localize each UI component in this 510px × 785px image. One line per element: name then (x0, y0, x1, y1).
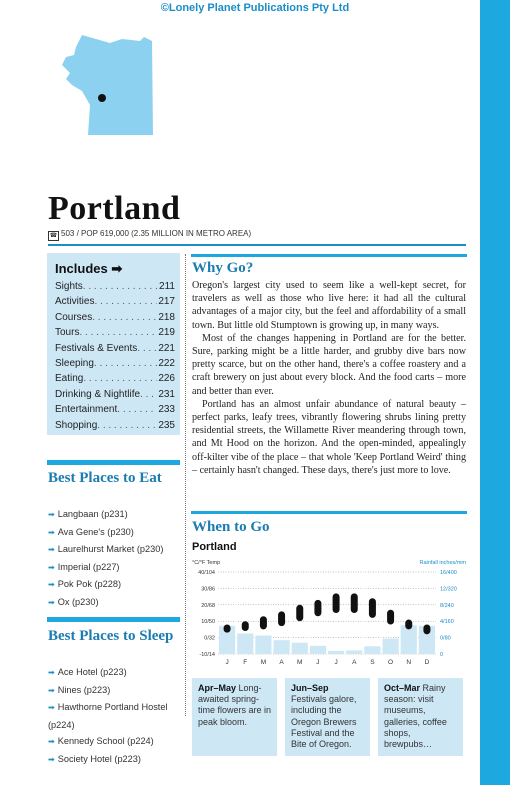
includes-item[interactable] (55, 310, 175, 325)
climate-city: Portland (192, 541, 237, 553)
rainfall-bar (383, 639, 399, 654)
copyright-notice: ©Lonely Planet Publications Pty Ltd (160, 2, 350, 14)
rainfall-bar (401, 625, 417, 654)
place-name: Kennedy School (p224) (57, 736, 154, 746)
leader-dots (83, 279, 158, 294)
month-label: N (406, 659, 412, 666)
includes-item[interactable] (55, 279, 175, 294)
rain-tick-label: 16/400 (440, 570, 457, 576)
includes-item[interactable] (55, 402, 175, 417)
place-list-item[interactable] (48, 664, 183, 682)
portland-location-dot (98, 94, 106, 102)
month-label: M (260, 659, 267, 666)
place-name: Ox (p230) (57, 596, 99, 607)
place-list-item[interactable] (48, 506, 183, 524)
includes-item[interactable] (55, 371, 175, 386)
includes-item-page: 233 (158, 404, 175, 416)
place-name: Imperial (p227) (57, 561, 120, 572)
includes-item-label: Tours (55, 327, 80, 339)
month-label: S (370, 659, 375, 666)
season-name: Jun–Sep (291, 683, 329, 693)
place-name: Hawthorne Portland Hostel (p224) (48, 702, 168, 730)
season-text: Festivals galore, including the Oregon Brewers Festival and the Bite of Oregon. (291, 694, 357, 750)
when-to-go-rule (191, 511, 467, 514)
city-stats: ☎ 503 / POP 619,000 (2.35 MILLION IN METRO AREA) (49, 229, 252, 239)
place-list-item[interactable] (48, 524, 183, 542)
includes-item-page: 231 (158, 388, 175, 400)
includes-item[interactable] (55, 418, 175, 433)
season-text: Long-awaited spring-time flowers are in peak bloom. (198, 683, 272, 727)
includes-item-label: Activities (55, 296, 95, 308)
temperature-range-mark (423, 624, 430, 634)
place-name: Langbaan (p231) (57, 509, 128, 519)
leader-dots (117, 402, 157, 417)
arrow-icon: ➡ (48, 754, 55, 764)
temperature-range-mark (369, 598, 376, 618)
arrow-icon: ➡ (48, 527, 55, 537)
place-list-item[interactable] (48, 733, 183, 751)
month-label: M (297, 659, 303, 666)
includes-item[interactable] (55, 294, 175, 309)
month-label: J (316, 659, 320, 666)
includes-item-label: Sleeping (55, 358, 94, 370)
arrow-icon: ➡ (48, 703, 55, 712)
oregon-map-image (60, 35, 155, 135)
season-box-oct-mar (378, 678, 463, 756)
season-text: Rainy season: visit museums, galleries, coffee shops, brewpubs… (384, 683, 447, 750)
rain-tick-label: 0 (440, 652, 444, 658)
arrow-icon: ➡ (48, 580, 55, 589)
month-label: O (388, 659, 394, 666)
includes-item-label: Drinking & Nightlife (55, 388, 141, 400)
includes-box (47, 253, 180, 435)
leader-dots (83, 371, 157, 386)
phone-code: 503 (61, 229, 75, 238)
arrow-icon: ➡ (48, 545, 55, 554)
temperature-range-mark (242, 621, 249, 631)
includes-item[interactable] (55, 341, 175, 356)
includes-item[interactable] (55, 387, 175, 402)
includes-item-label: Festivals & Events (55, 342, 138, 354)
rain-tick-label: 12/320 (440, 586, 457, 593)
temp-tick-label: 10/50 (201, 619, 215, 626)
temperature-range-mark (333, 593, 340, 613)
rainfall-bar (237, 634, 253, 655)
place-name: Laurelhurst Market (p230) (57, 544, 164, 554)
rain-tick-label: 4/160 (440, 619, 454, 626)
arrow-icon: ➡ (48, 597, 55, 607)
why-go-paragraph: Portland has an almost unfair abundance of natural beauty – perfect parks, leafy trees, vibrantly flowering shrubs lining pretty residential streets, the Willamette River meandering through town, and Mt Hood on the horizon. And the open-minded, appealingly off-kilter vibe of the place – that whole 'Keep Portland Weird' thing – certainly hasn't changed. These days, there's just more to love. (192, 398, 466, 476)
month-label: A (279, 659, 284, 666)
temperature-range-mark (260, 616, 267, 629)
month-label: J (225, 659, 229, 666)
chapter-side-tab (480, 0, 510, 785)
includes-item-page: 218 (158, 311, 175, 323)
month-label: A (352, 659, 357, 666)
climate-chart (190, 556, 468, 672)
includes-item[interactable] (55, 325, 175, 340)
best-eat-rule (47, 460, 180, 465)
includes-item-page: 211 (159, 281, 175, 292)
population: POP 619,000 (2.35 MILLION IN METRO AREA) (81, 229, 252, 238)
arrow-icon: ➡ (48, 737, 55, 746)
temp-tick-label: 20/68 (201, 602, 215, 609)
rain-axis-label: Rainfall inches/mm (419, 560, 466, 566)
includes-item-page: 226 (158, 373, 175, 385)
rainfall-bar (255, 636, 271, 654)
includes-heading: Includes ➡ (55, 261, 123, 276)
temp-tick-label: 30/86 (201, 586, 215, 593)
why-go-heading: Why Go? (192, 260, 254, 276)
best-sleep-rule (47, 617, 180, 622)
best-eat-heading: Best Places to Eat (48, 470, 162, 486)
temperature-range-mark (224, 624, 231, 632)
leader-dots (94, 294, 157, 309)
includes-item-label: Eating (55, 373, 84, 385)
page-title: Portland (48, 190, 181, 227)
place-name: Society Hotel (p223) (57, 753, 141, 764)
includes-item-label: Sights (55, 281, 83, 292)
place-list-item[interactable] (48, 559, 183, 577)
month-label: F (243, 659, 248, 666)
leader-dots (94, 356, 157, 371)
arrow-icon: ➡ (48, 685, 55, 695)
temperature-range-mark (387, 610, 394, 625)
why-go-body (192, 279, 466, 477)
place-name: Pok Pok (p228) (57, 579, 122, 589)
temperature-range-mark (314, 600, 321, 616)
place-list-item[interactable] (48, 594, 183, 612)
locator-map (60, 35, 155, 135)
place-list-item[interactable] (48, 576, 183, 594)
includes-item[interactable] (55, 356, 175, 371)
includes-item-page: 217 (158, 296, 175, 308)
includes-list (55, 279, 175, 433)
phone-icon: ☎ (49, 233, 58, 239)
best-sleep-list (48, 664, 183, 768)
temp-tick-label: 0/32 (204, 635, 215, 642)
season-name: Oct–Mar (384, 683, 421, 693)
rainfall-bar (274, 640, 290, 654)
place-name: Nines (p223) (57, 684, 111, 695)
temp-tick-label: -10/14 (199, 652, 215, 658)
includes-item-page: 222 (158, 358, 175, 370)
column-divider (185, 254, 187, 716)
leader-dots (92, 310, 157, 325)
place-list-item[interactable] (48, 541, 183, 559)
leader-dots (97, 418, 157, 433)
season-name: Apr–May (198, 683, 237, 693)
best-eat-list (48, 506, 183, 611)
temperature-range-mark (351, 593, 358, 613)
why-go-paragraph: Oregon's largest city used to seem like a well-kept secret, for travelers as well as those who live here: it had all the cultural advantages of a major city, but the feel and affordability of a small town. But little old Stumptown is growing up, in many ways. (192, 280, 466, 331)
rainfall-bar (364, 646, 380, 654)
title-divider (48, 244, 466, 246)
place-list-item[interactable] (48, 699, 183, 733)
place-list-item[interactable] (48, 682, 183, 700)
temp-tick-label: 40/104 (198, 570, 215, 576)
leader-dots (79, 325, 157, 340)
rain-tick-label: 0/80 (440, 635, 451, 642)
arrow-icon: ➡ (48, 668, 55, 677)
rain-tick-label: 8/240 (440, 602, 454, 609)
includes-item-page: 221 (158, 342, 175, 354)
when-to-go-heading: When to Go (192, 519, 270, 535)
temperature-range-mark (278, 611, 285, 626)
leader-dots (137, 341, 157, 356)
temperature-range-mark (405, 620, 412, 630)
why-go-paragraph: Most of the changes happening in Portland are for the better. Sure, parking might be a little harder, and grubby dive bars now pretty scarce, but on the other hand, there's a coffee roastery and a craft brewery on just about every block. And the food carts – more and better than ever. (192, 332, 466, 397)
place-name: Ace Hotel (p223) (57, 667, 127, 677)
rainfall-bar (346, 650, 362, 654)
best-sleep-heading: Best Places to Sleep (48, 628, 174, 644)
includes-item-label: Shopping (55, 419, 98, 431)
includes-item-page: 219 (158, 327, 175, 339)
includes-item-page: 235 (158, 419, 175, 431)
place-list-item[interactable] (48, 751, 183, 769)
month-label: D (424, 659, 430, 666)
why-go-rule (191, 254, 467, 257)
season-box-jun-sep (285, 678, 370, 756)
arrow-icon: ➡ (48, 562, 55, 572)
arrow-icon: ➡ (48, 510, 55, 519)
temperature-range-mark (296, 605, 303, 621)
rainfall-bar (328, 651, 344, 654)
rainfall-bar (310, 646, 326, 654)
season-box-apr-may (192, 678, 277, 756)
includes-item-label: Entertainment (55, 404, 118, 416)
includes-item-label: Courses (55, 311, 93, 323)
temp-axis-label: °C/°F Temp (192, 560, 221, 566)
month-label: J (334, 659, 338, 666)
leader-dots (140, 387, 157, 402)
rainfall-bar (292, 643, 308, 654)
place-name: Ava Gene's (p230) (57, 526, 134, 537)
